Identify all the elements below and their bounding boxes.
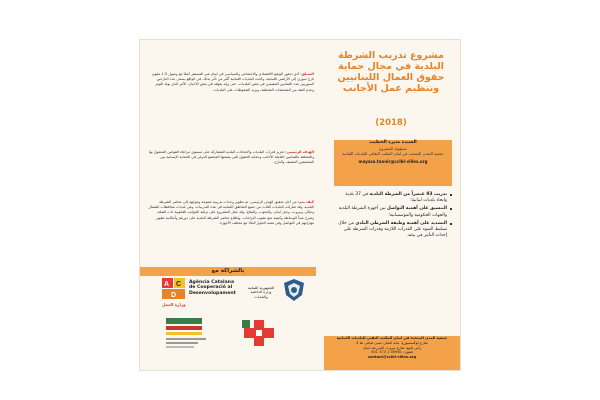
context-paragraph [148, 72, 314, 142]
ministry-labour-label: وزارة العمل [162, 302, 186, 307]
target-item1-rest: في 37 بلدية واتحاد بلديات لبنانية؛ [345, 192, 447, 204]
contact-org: جمعية التمدن المنتخب في لبنان المكتب الثقافي للبلديات اللبنانية [342, 151, 444, 156]
how-text: من أجل تحقيق الهدف الرئيسي، تم تطوير وحدات تدريبية متنوعة وموجهة إلى عناصر الشرطة البلدية، وقد شاركت البلديات الثلاث من جميع المناطق اللبنانية في هذه التدريبات، وهي بلديات محافظات الشمال وعكار، وبيروت، وجبل لبنان، والجنوب، والبقاع، وقد عمل المشروع على ترقية الجوانب القانونية ذات الصلة، وشرح مبدأ الوساطة وكيفية منع نشوب النزاعات، وإطلاع عناصر الشرطة البلدية على دورهم وأمكانية تطوير مهاراتهم في التواصل وفي تنمية الحوار البنّاء مع مختلف الأجهزة. [148, 200, 314, 225]
svg-text:D: D [171, 292, 177, 299]
brochure-title: مشروع تدريب الشرطة البلدية في مجال حماية حقوق العمال اللبنانيين وتنظيم عمل الأجانب [337, 50, 445, 94]
list-item [336, 192, 452, 204]
target-item2-bold: التنسيق على أهمية التواصل [386, 206, 447, 212]
brochure-page [140, 40, 460, 370]
list-item [336, 221, 452, 240]
footer-line4: تلفون: 00961 1 373 301 [371, 350, 413, 355]
how-paragraph [148, 200, 314, 264]
contact-name: السيدة منيرة الخطيب [369, 140, 417, 145]
footer-line1: جمعية المدن المتحدة في لبنان المكتب التقني للبلديات اللبنانية [336, 336, 448, 340]
contact-role: مسؤولة المشروع [379, 146, 407, 151]
university-logo-icon [162, 312, 234, 354]
footer-line2: شارع لوكسمبورغ، بناية النجار، مبنى ضاهر، ط 4 [356, 340, 428, 345]
main-goal-text: تعزيز قدرات البلديات والاتحادات البلدية للمشاركة على مستوى مراعاة القوانين المعمول بها والمتعلقة باللبنانيين العاملة الأجانب وحماية الحقوق التي يضمنها المجتمع الدولي في الحماية الإنسانية بين المجتمعين المضيف والنازح. [148, 150, 314, 165]
svg-text:C: C [176, 281, 182, 288]
acd-logo-mark [162, 278, 186, 300]
contact-email-link[interactable]: mayssa.tannir@cclbl-villes.org [358, 159, 428, 164]
brochure-left-column [140, 40, 316, 370]
list-item [336, 206, 452, 218]
lebanon-ministry-label: الجمهورية اللبنانية وزارة الداخلية والبلديات [247, 286, 275, 299]
acd-logo [162, 278, 238, 308]
target-item1-bold: تدريب 93 عنصراً من الشرطة البلدية [369, 192, 447, 197]
brochure-year: (2018) [375, 118, 407, 128]
footer-line3: رأس النبع، شارع بيروت، المزرعة، لبنان [362, 345, 422, 350]
target-item3-rest: من خلال تسليط الضوء على القدرات اللازمة وقدرات الشرطة على إحداث التأثير في بيئته. [338, 220, 447, 239]
shield-icon [282, 278, 306, 302]
svg-text:A: A [164, 281, 170, 288]
target-list [336, 192, 452, 241]
main-goal-label: الهدف الرئيسي: [285, 150, 314, 154]
partner-cross-logo-icon [240, 318, 278, 348]
context-label: السياق: [300, 72, 314, 76]
target-item3-bold: التشديد على أهمية وظيفة الشرطي البلدي [355, 220, 447, 226]
partners-bar: بالشراكة مع [140, 267, 316, 276]
context-text: أدى تدهور الوضع الاقتصادي والاجتماعي والسياسي في لبنان غير المستقر أصلاً مع وصول 1.5 مليون نازح سوري إلى الأراضي اللبنانية، وكانت البلديات اللبنانية أكثر من تأثر بذلك، في الواقع يسعى عدد النازحين السوريين عدد اللبنانيين المقيمين في بعض البلديات، حتى وإنه يفوقه في بعض الأحيان، الأمر الذي يولد التوتر وعدم الثقة بين المجتمعات المختلفة، ويزيد الضغوطات على البلديات. [151, 72, 314, 92]
target-item2-rest: بين أجهزة الشرطة البلدية والجهات الحكومية والمؤسساتية؛ [338, 206, 447, 218]
main-goal-paragraph [148, 150, 314, 192]
brochure-right-column [324, 40, 460, 370]
acd-name: Agència Catalana de Cooperació al Desenvolupament [189, 280, 236, 296]
how-label: كيف يتم: [297, 200, 314, 204]
footer-contact-box [324, 336, 460, 370]
contact-box [334, 140, 452, 186]
footer-email-link[interactable]: contact@cclbl-villes.org [367, 355, 417, 360]
